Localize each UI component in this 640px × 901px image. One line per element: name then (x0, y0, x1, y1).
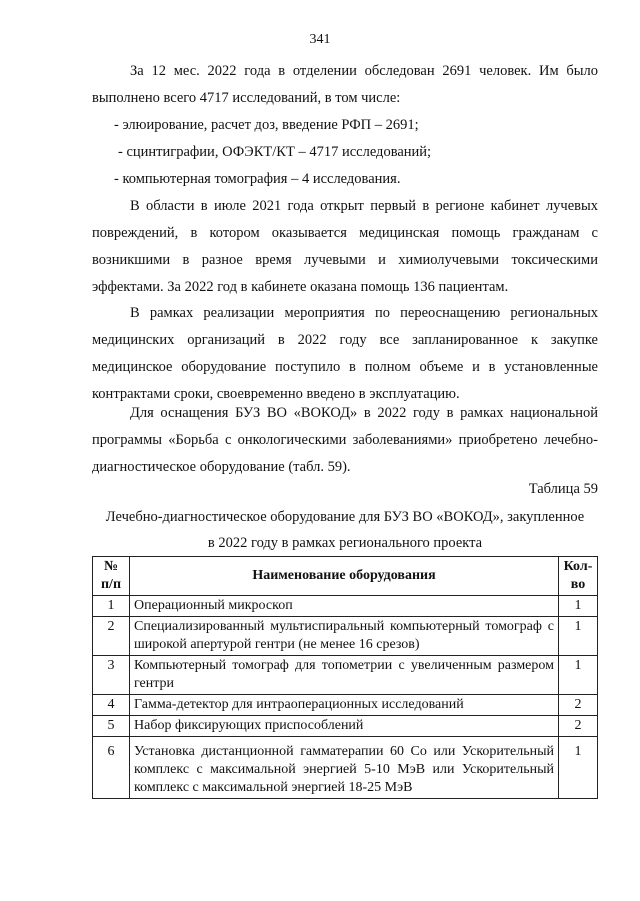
paragraph-equipment-purchase: Для оснащения БУЗ ВО «ВОКОД» в 2022 году в рамках национальной программы «Борьба с онкологическими заболеваниями» приобретено лечебно-диагностическое оборудование (табл. 59). (92, 405, 598, 475)
row-number: 2 (93, 617, 130, 656)
table-caption-line2: в 2022 году в рамках регионального проекта (207, 535, 483, 551)
table-row (93, 617, 598, 656)
row-quantity: 2 (559, 695, 598, 716)
row-number: 4 (93, 695, 130, 716)
list-item-elution: - элюирование, расчет доз, введение РФП – 2691; (114, 117, 419, 133)
list-item-scintigraphy: - сцинтиграфии, ОФЭКТ/КТ – 4717 исследований; (118, 144, 432, 160)
row-number: 3 (93, 656, 130, 695)
row-equipment-name: Операционный микроскоп (130, 596, 559, 617)
header-equipment-name: Наименование оборудования (130, 557, 559, 596)
row-equipment-name: Гамма-детектор для интраоперационных исследований (130, 695, 559, 716)
row-equipment-name: Установка дистанционной гамматерапии 60 Со или Ускорительный комплекс с максимальной энергией 5-10 МэВ или Ускорительный комплекс с максимальной энергией 18-25 МэВ (130, 737, 559, 799)
table-row (93, 716, 598, 737)
table-label: Таблица 59 (528, 481, 598, 497)
paragraph-radiation-office: В области в июле 2021 года открыт первый в регионе кабинет лучевых повреждений, в котором оказывается медицинская помощь гражданам с возникшими в разное время лучевыми и химиолучевыми токсическими эффектами. За 2022 год в кабинете оказана помощь 136 пациентам. (92, 198, 598, 295)
row-equipment-name: Компьютерный томограф для топометрии с увеличенным размером гентри (130, 656, 559, 695)
row-number: 6 (93, 737, 130, 799)
paragraph-examinations: За 12 мес. 2022 года в отделении обследован 2691 человек. Им было выполнено всего 4717 исследований, в том числе: (92, 63, 598, 106)
row-quantity: 1 (559, 596, 598, 617)
row-quantity: 1 (559, 656, 598, 695)
table-row (93, 656, 598, 695)
row-quantity: 2 (559, 716, 598, 737)
table-row (93, 737, 598, 799)
page-number: 341 (309, 32, 331, 47)
row-number: 1 (93, 596, 130, 617)
equipment-table (92, 556, 598, 799)
row-number: 5 (93, 716, 130, 737)
list-item-ct: - компьютерная томография – 4 исследования. (114, 171, 401, 187)
table-caption-line1: Лечебно-диагностическое оборудование для БУЗ ВО «ВОКОД», закупленное (105, 509, 585, 525)
row-quantity: 1 (559, 617, 598, 656)
header-quantity: Кол-во (559, 557, 598, 596)
table-row (93, 695, 598, 716)
row-equipment-name: Набор фиксирующих приспособлений (130, 716, 559, 737)
row-quantity: 1 (559, 737, 598, 799)
paragraph-reequipment: В рамках реализации мероприятия по переоснащению региональных медицинских организаций в 2022 году все запланированное к закупке медицинское оборудование поступило в полном объеме и в установленные контрактами сроки, своевременно введено в эксплуатацию. (92, 305, 598, 402)
table-header-row (93, 557, 598, 596)
row-equipment-name: Специализированный мультиспиральный компьютерный томограф с широкой апертурой гентри (не менее 16 срезов) (130, 617, 559, 656)
header-number: № п/п (93, 557, 130, 596)
table-row (93, 596, 598, 617)
